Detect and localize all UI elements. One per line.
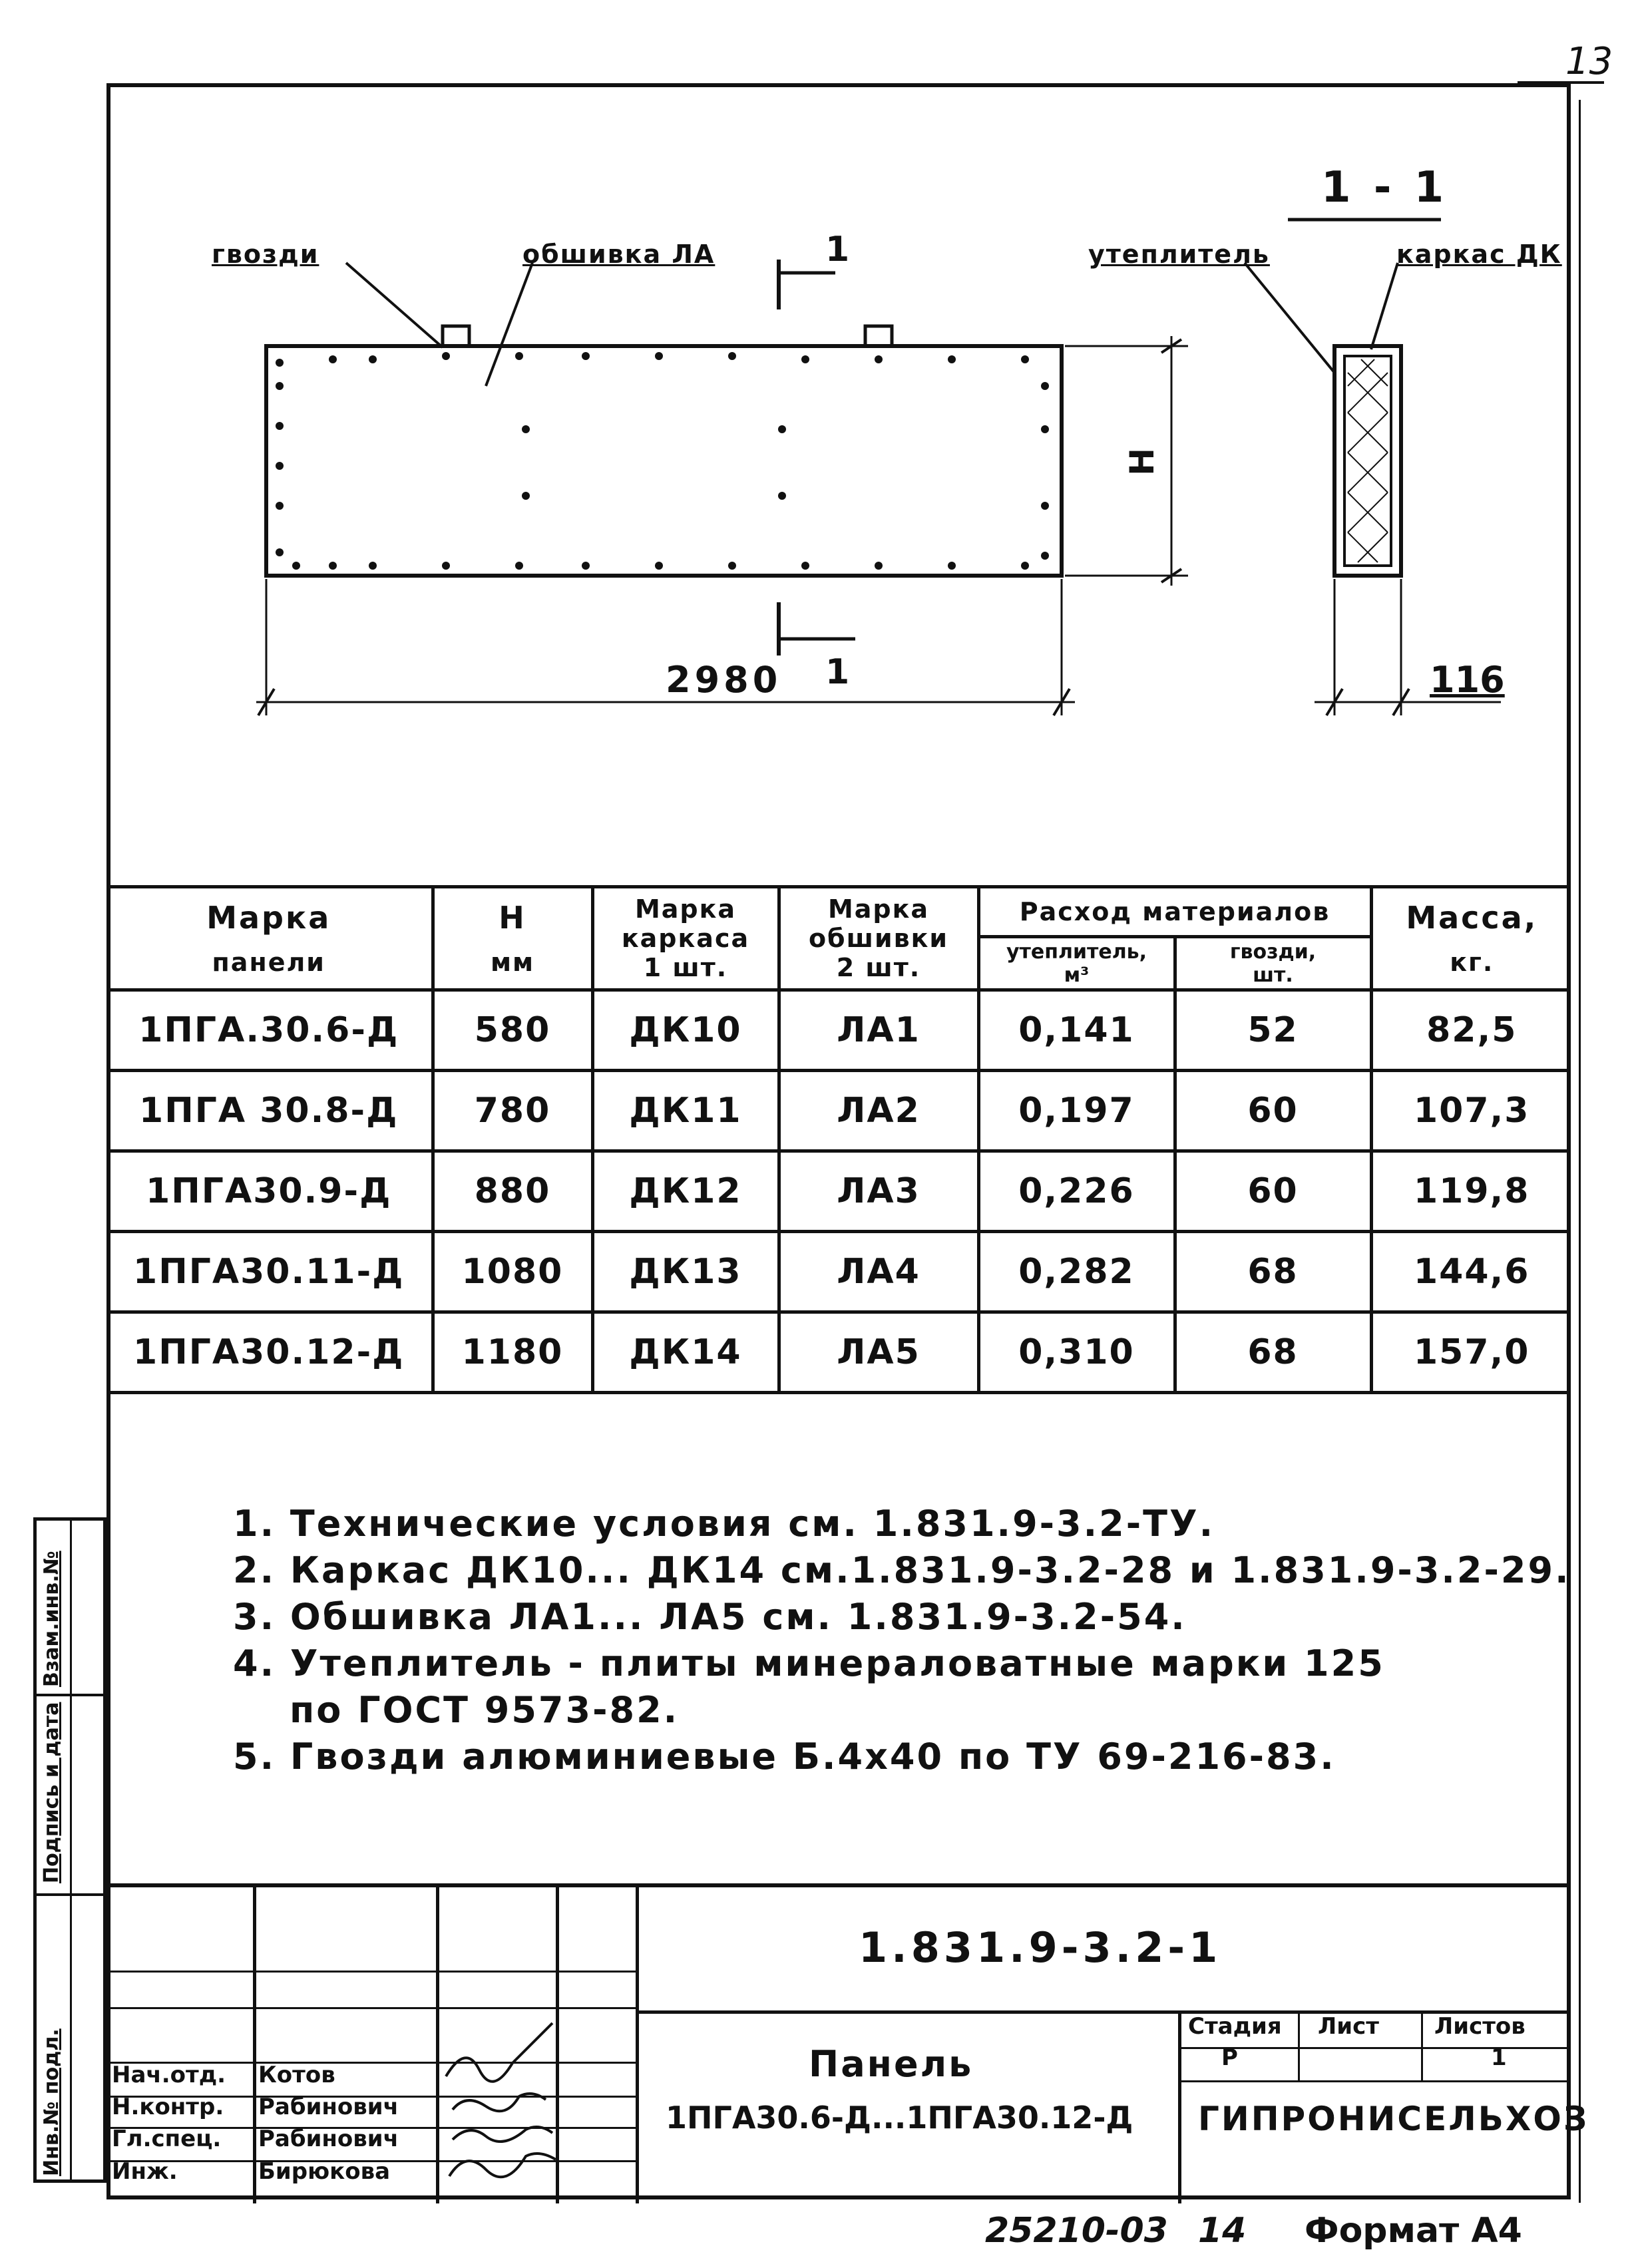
table-row	[106, 1232, 1571, 1312]
sheets-label: Листов	[1434, 2013, 1526, 2040]
page-number: 13	[1565, 40, 1613, 83]
cell-mark: 1ПГА.30.6-Д	[106, 990, 433, 1071]
dim-length-label: 2980	[666, 659, 782, 701]
signatures	[439, 2016, 572, 2196]
nail-dots	[276, 352, 1049, 570]
cell-sheathing: ЛА2	[779, 1071, 978, 1151]
cell-mass: 157,0	[1371, 1312, 1571, 1393]
header-mass: Масса, кг.	[1371, 887, 1571, 990]
cell-frame: ДК10	[592, 990, 779, 1071]
cell-mass: 144,6	[1371, 1232, 1571, 1312]
staff-role: Гл.спец.	[112, 2126, 222, 2152]
stage-label: Стадия	[1188, 2013, 1282, 2040]
paper-format: Формат А4	[1305, 2211, 1522, 2251]
cell-insulation: 0,310	[978, 1312, 1175, 1393]
note-item: по ГОСТ 9573-82.	[290, 1689, 680, 1731]
cell-nails: 52	[1175, 990, 1371, 1071]
cell-h: 1180	[433, 1312, 592, 1393]
cell-sheathing: ЛА5	[779, 1312, 978, 1393]
stamp-signature-date: Подпись и дата	[40, 1702, 63, 1883]
stamp-replaced-inventory: Взам.инв.№	[40, 1551, 63, 1687]
cell-mass: 107,3	[1371, 1071, 1571, 1151]
cell-mass: 119,8	[1371, 1151, 1571, 1232]
table-row	[106, 1071, 1571, 1151]
cell-h: 580	[433, 990, 592, 1071]
header-h: H мм	[433, 887, 592, 990]
stamp-inventory-original: Инв.№ подл.	[40, 2028, 63, 2176]
title-line-2: 1ПГА30.6-Д...1ПГА30.12-Д	[666, 2100, 1133, 2136]
staff-name: Рабинович	[258, 2126, 399, 2152]
frame-label: каркас ДК	[1396, 240, 1562, 269]
sheathing-label: обшивка ЛА	[522, 240, 715, 269]
cell-frame: ДК14	[592, 1312, 779, 1393]
cell-h: 1080	[433, 1232, 592, 1312]
cell-sheathing: ЛА4	[779, 1232, 978, 1312]
section-mark-top: 1	[825, 230, 850, 270]
cell-insulation: 0,282	[978, 1232, 1175, 1312]
inventory-number: 25210-03	[985, 2211, 1168, 2251]
dim-height-label: H	[1122, 448, 1161, 476]
staff-name: Рабинович	[258, 2094, 399, 2120]
panel-front-view	[266, 346, 1062, 576]
title-line-1: Панель	[809, 2043, 974, 2085]
cell-mark: 1ПГА30.9-Д	[106, 1151, 433, 1232]
cell-nails: 68	[1175, 1312, 1371, 1393]
cell-mark: 1ПГА 30.8-Д	[106, 1071, 433, 1151]
table-row	[106, 1151, 1571, 1232]
margin-line	[1579, 100, 1581, 2203]
note-item: 4. Утеплитель - плиты минераловатные марки 125	[233, 1642, 1385, 1684]
stage-value: Р	[1221, 2044, 1238, 2071]
sheet-number: 14	[1198, 2211, 1247, 2251]
header-insulation: утеплитель, м³	[978, 937, 1175, 990]
section-mark-bottom: 1	[825, 652, 850, 692]
sheets-value: 1	[1491, 2044, 1507, 2071]
staff-name: Котов	[258, 2062, 335, 2088]
staff-role: Нач.отд.	[112, 2062, 226, 2088]
note-item: 3. Обшивка ЛА1... ЛА5 см. 1.831.9-3.2-54.	[233, 1596, 1187, 1638]
cell-insulation: 0,197	[978, 1071, 1175, 1151]
cell-mark: 1ПГА30.11-Д	[106, 1232, 433, 1312]
header-mark-panel: Марка панели	[106, 887, 433, 990]
cell-frame: ДК11	[592, 1071, 779, 1151]
notes-list	[233, 1501, 1571, 1780]
cell-h: 780	[433, 1071, 592, 1151]
specification-table	[106, 885, 1571, 1394]
header-mark-frame: Марка каркаса 1 шт.	[592, 887, 779, 990]
cell-mark: 1ПГА30.12-Д	[106, 1312, 433, 1393]
note-item: 2. Каркас ДК10... ДК14 см.1.831.9-3.2-28 и 1.831.9-3.2-29.	[233, 1549, 1571, 1591]
cell-nails: 68	[1175, 1232, 1371, 1312]
cell-frame: ДК13	[592, 1232, 779, 1312]
cell-mass: 82,5	[1371, 990, 1571, 1071]
header-nails: гвозди, шт.	[1175, 937, 1371, 990]
staff-role: Н.контр.	[112, 2094, 224, 2120]
organization: ГИПРОНИСЕЛЬХОЗ	[1198, 2100, 1589, 2138]
section-title: 1 - 1	[1321, 163, 1448, 212]
cell-h: 880	[433, 1151, 592, 1232]
sheet-label: Лист	[1318, 2013, 1379, 2040]
staff-name: Бирюкова	[258, 2158, 391, 2185]
dim-thickness-label: 116	[1430, 659, 1505, 701]
cell-sheathing: ЛА1	[779, 990, 978, 1071]
header-consumption: Расход материалов	[978, 887, 1371, 937]
cell-frame: ДК12	[592, 1151, 779, 1232]
cell-insulation: 0,141	[978, 990, 1175, 1071]
cell-sheathing: ЛА3	[779, 1151, 978, 1232]
cell-nails: 60	[1175, 1071, 1371, 1151]
note-item: 5. Гвозди алюминиевые Б.4х40 по ТУ 69-216-83.	[233, 1736, 1336, 1778]
header-mark-sheathing: Марка обшивки 2 шт.	[779, 887, 978, 990]
staff-role: Инж.	[112, 2158, 178, 2185]
note-item: 1. Технические условия см. 1.831.9-3.2-ТУ.	[233, 1503, 1215, 1545]
table-row	[106, 990, 1571, 1071]
nails-label: гвозди	[212, 240, 319, 269]
document-code: 1.831.9-3.2-1	[859, 1923, 1222, 1972]
insulation-label: утеплитель	[1088, 240, 1270, 269]
cell-nails: 60	[1175, 1151, 1371, 1232]
cell-insulation: 0,226	[978, 1151, 1175, 1232]
table-row	[106, 1312, 1571, 1393]
